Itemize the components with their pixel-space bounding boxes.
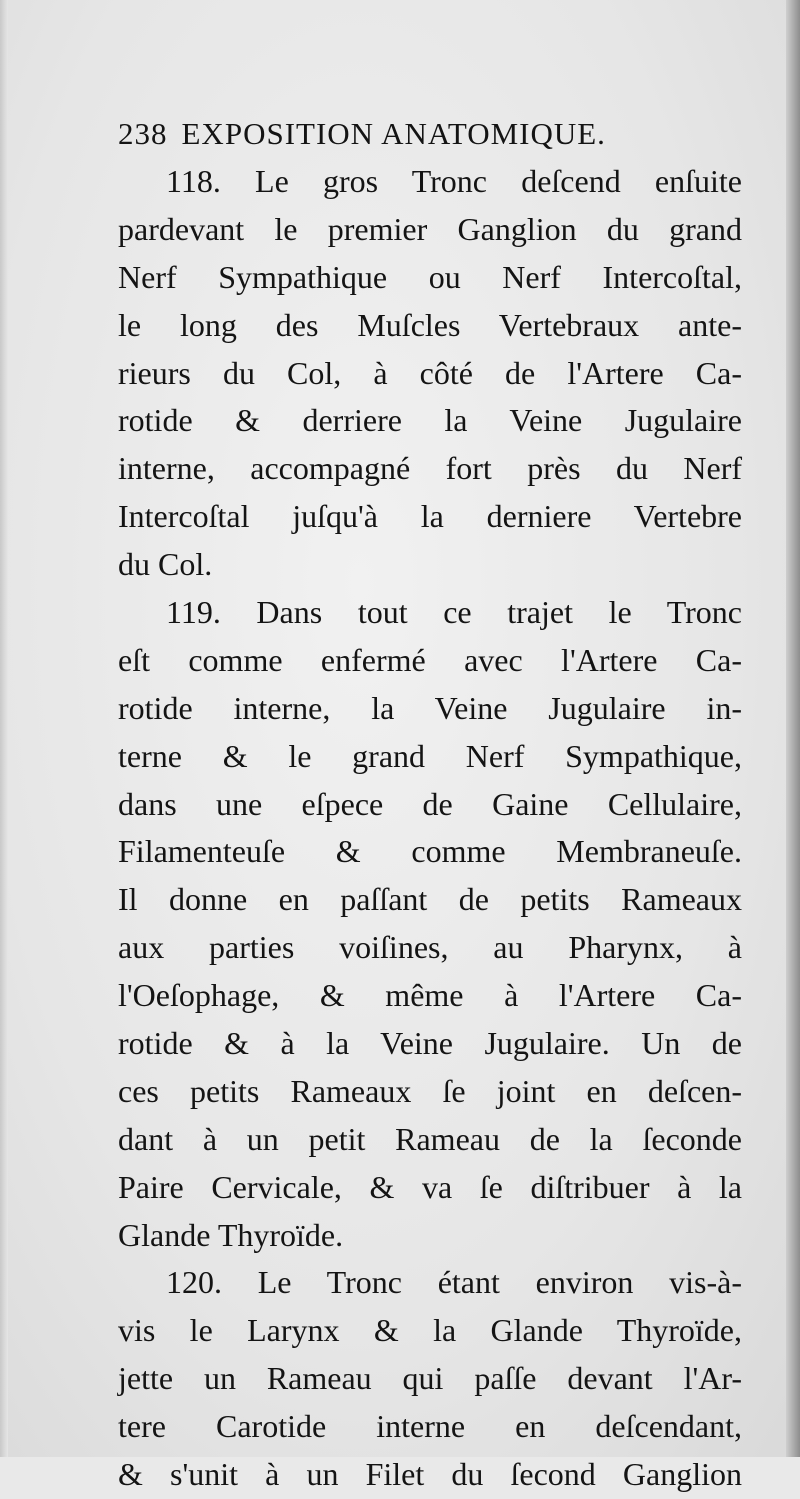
running-title: EXPOSITION ANATOMIQUE.: [181, 116, 606, 151]
text-line: rotide interne, la Veine Jugulaire in-: [118, 689, 742, 726]
text-line: terne & le grand Nerf Sympathique,: [118, 737, 742, 774]
text-line: Glande Thyroïde.: [118, 1216, 344, 1253]
running-head: [118, 110, 742, 158]
text-block: [118, 110, 742, 1499]
text-line: rotide & à la Veine Jugulaire. Un de: [118, 1025, 742, 1062]
text-line: dant à un petit Rameau de la ſeconde: [118, 1120, 742, 1157]
page-left-edge: [0, 0, 8, 1457]
page-number: 238: [118, 116, 168, 151]
text-line: Nerf Sympathique ou Nerf Intercoſtal,: [118, 258, 742, 295]
text-line: 119. Dans tout ce trajet le Tronc: [166, 594, 742, 631]
text-line: l'Oeſophage, & même à l'Artere Ca-: [118, 977, 742, 1014]
text-line: vis le Larynx & la Glande Thyroïde,: [118, 1312, 742, 1349]
text-line: jette un Rameau qui paſſe devant l'Ar-: [118, 1360, 742, 1397]
text-line: Il donne en paſſant de petits Rameaux: [118, 881, 742, 918]
text-line: rotide & derriere la Veine Jugulaire: [118, 402, 742, 439]
text-line: 118. Le gros Tronc deſcend enſuite: [166, 163, 742, 199]
text-line: aux parties voiſines, au Pharynx, à: [118, 929, 742, 966]
text-line: eſt comme enfermé avec l'Artere Ca-: [118, 641, 742, 678]
text-line: tere Carotide interne en deſcendant,: [118, 1408, 742, 1445]
text-line: Filamenteuſe & comme Membraneuſe.: [118, 833, 742, 870]
text-line: Intercoſtal juſqu'à la derniere Vertebre: [118, 498, 742, 535]
text-line: du Col.: [118, 546, 213, 583]
text-line: dans une eſpece de Gaine Cellulaire,: [118, 785, 742, 822]
text-line: & s'unit à un Filet du ſecond Ganglion: [118, 1456, 742, 1493]
page-right-edge: [786, 0, 800, 1457]
text-line: le long des Muſcles Vertebraux ante-: [118, 306, 742, 343]
text-line: interne, accompagné fort près du Nerf: [118, 450, 742, 487]
text-line: 120. Le Tronc étant environ vis-à-: [166, 1264, 742, 1301]
text-line: rieurs du Col, à côté de l'Artere Ca-: [118, 354, 742, 391]
text-line: pardevant le premier Ganglion du grand: [118, 210, 742, 247]
text-line: Paire Cervicale, & va ſe diſtribuer à la: [118, 1168, 742, 1205]
text-line: ces petits Rameaux ſe joint en deſcen-: [118, 1072, 742, 1109]
